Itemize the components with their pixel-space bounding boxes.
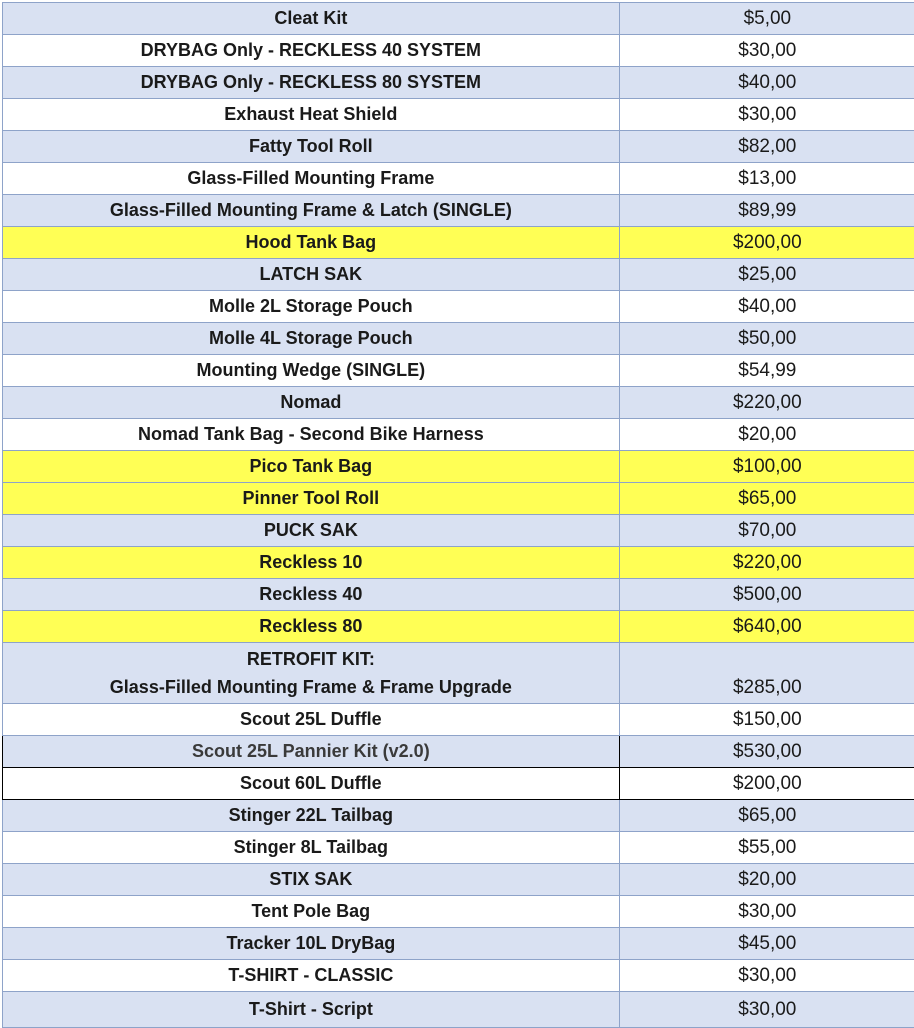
product-price-cell[interactable]: $40,00 xyxy=(619,67,914,99)
table-row xyxy=(3,515,914,547)
table-row xyxy=(3,928,914,960)
price-list-table xyxy=(2,2,914,1028)
table-row xyxy=(3,451,914,483)
product-price-cell[interactable]: $40,00 xyxy=(619,291,914,323)
table-row xyxy=(3,3,914,35)
product-price-cell[interactable]: $640,00 xyxy=(619,611,914,643)
product-name-cell[interactable] xyxy=(3,643,620,704)
product-name-cell[interactable]: Reckless 10 xyxy=(3,547,620,579)
product-name-cell[interactable]: LATCH SAK xyxy=(3,259,620,291)
product-price-cell[interactable]: $20,00 xyxy=(619,419,914,451)
table-row xyxy=(3,800,914,832)
table-row xyxy=(3,355,914,387)
product-price-cell[interactable]: $82,00 xyxy=(619,131,914,163)
product-name-cell[interactable]: Hood Tank Bag xyxy=(3,227,620,259)
product-price-cell[interactable]: $5,00 xyxy=(619,3,914,35)
table-row xyxy=(3,323,914,355)
table-row xyxy=(3,387,914,419)
product-name-cell[interactable]: PUCK SAK xyxy=(3,515,620,547)
product-name-line-2: Glass-Filled Mounting Frame & Frame Upgrade xyxy=(7,673,615,701)
product-price-cell[interactable]: $65,00 xyxy=(619,483,914,515)
product-name-cell[interactable]: Stinger 22L Tailbag xyxy=(3,800,620,832)
product-price-cell[interactable]: $13,00 xyxy=(619,163,914,195)
product-name-cell[interactable]: Tent Pole Bag xyxy=(3,896,620,928)
product-price-cell[interactable]: $30,00 xyxy=(619,35,914,67)
product-name-cell[interactable]: Scout 60L Duffle xyxy=(3,768,620,800)
table-row xyxy=(3,35,914,67)
product-name-cell[interactable]: Molle 2L Storage Pouch xyxy=(3,291,620,323)
table-row xyxy=(3,547,914,579)
product-name-line-1: RETROFIT KIT: xyxy=(7,645,615,673)
product-price-cell[interactable]: $65,00 xyxy=(619,800,914,832)
product-price-cell[interactable]: $20,00 xyxy=(619,864,914,896)
product-price-cell[interactable]: $54,99 xyxy=(619,355,914,387)
product-name-cell[interactable]: Nomad xyxy=(3,387,620,419)
product-price-cell[interactable]: $500,00 xyxy=(619,579,914,611)
table-row xyxy=(3,483,914,515)
product-name-cell[interactable]: DRYBAG Only - RECKLESS 40 SYSTEM xyxy=(3,35,620,67)
product-name-cell[interactable]: Cleat Kit xyxy=(3,3,620,35)
table-row xyxy=(3,195,914,227)
product-name-cell[interactable]: Molle 4L Storage Pouch xyxy=(3,323,620,355)
table-row xyxy=(3,736,914,768)
table-row xyxy=(3,259,914,291)
table-row xyxy=(3,960,914,992)
table-row xyxy=(3,163,914,195)
product-price-cell[interactable]: $200,00 xyxy=(619,768,914,800)
table-row xyxy=(3,704,914,736)
product-name-cell[interactable]: Reckless 40 xyxy=(3,579,620,611)
product-price-cell[interactable]: $100,00 xyxy=(619,451,914,483)
product-name-cell[interactable]: Exhaust Heat Shield xyxy=(3,99,620,131)
product-price-cell[interactable]: $530,00 xyxy=(619,736,914,768)
product-price-cell[interactable]: $200,00 xyxy=(619,227,914,259)
product-price-cell[interactable]: $220,00 xyxy=(619,547,914,579)
product-name-cell[interactable]: Tracker 10L DryBag xyxy=(3,928,620,960)
product-name-cell[interactable]: T-SHIRT - CLASSIC xyxy=(3,960,620,992)
product-price-cell[interactable]: $45,00 xyxy=(619,928,914,960)
product-price-cell[interactable]: $30,00 xyxy=(619,99,914,131)
table-row xyxy=(3,864,914,896)
product-name-cell[interactable]: Mounting Wedge (SINGLE) xyxy=(3,355,620,387)
product-price-cell[interactable]: $150,00 xyxy=(619,704,914,736)
table-row xyxy=(3,643,914,704)
product-name-cell[interactable]: Pico Tank Bag xyxy=(3,451,620,483)
table-row xyxy=(3,611,914,643)
product-name-cell[interactable]: Scout 25L Pannier Kit (v2.0) xyxy=(3,736,620,768)
table-row xyxy=(3,227,914,259)
table-row xyxy=(3,99,914,131)
table-row xyxy=(3,768,914,800)
product-name-cell[interactable]: Stinger 8L Tailbag xyxy=(3,832,620,864)
product-name-cell[interactable]: STIX SAK xyxy=(3,864,620,896)
product-price-cell[interactable]: $30,00 xyxy=(619,896,914,928)
table-row xyxy=(3,896,914,928)
product-price-cell[interactable]: $285,00 xyxy=(619,643,914,704)
product-price-cell[interactable]: $25,00 xyxy=(619,259,914,291)
table-row xyxy=(3,992,914,1028)
product-price-cell[interactable]: $50,00 xyxy=(619,323,914,355)
table-row xyxy=(3,291,914,323)
product-name-cell[interactable]: Glass-Filled Mounting Frame xyxy=(3,163,620,195)
table-row xyxy=(3,131,914,163)
price-list-body xyxy=(3,3,914,1028)
product-price-cell[interactable]: $220,00 xyxy=(619,387,914,419)
product-price-cell[interactable]: $55,00 xyxy=(619,832,914,864)
table-row xyxy=(3,419,914,451)
table-row xyxy=(3,67,914,99)
product-name-cell[interactable]: T-Shirt - Script xyxy=(3,992,620,1028)
product-name-cell[interactable]: Scout 25L Duffle xyxy=(3,704,620,736)
product-name-cell[interactable]: Glass-Filled Mounting Frame & Latch (SINGLE) xyxy=(3,195,620,227)
product-price-cell[interactable]: $89,99 xyxy=(619,195,914,227)
table-row xyxy=(3,832,914,864)
product-name-cell[interactable]: DRYBAG Only - RECKLESS 80 SYSTEM xyxy=(3,67,620,99)
product-price-cell[interactable]: $70,00 xyxy=(619,515,914,547)
product-name-cell[interactable]: Pinner Tool Roll xyxy=(3,483,620,515)
product-price-cell[interactable]: $30,00 xyxy=(619,960,914,992)
product-name-cell[interactable]: Reckless 80 xyxy=(3,611,620,643)
product-price-cell[interactable]: $30,00 xyxy=(619,992,914,1028)
product-name-cell[interactable]: Fatty Tool Roll xyxy=(3,131,620,163)
product-name-cell[interactable]: Nomad Tank Bag - Second Bike Harness xyxy=(3,419,620,451)
table-row xyxy=(3,579,914,611)
